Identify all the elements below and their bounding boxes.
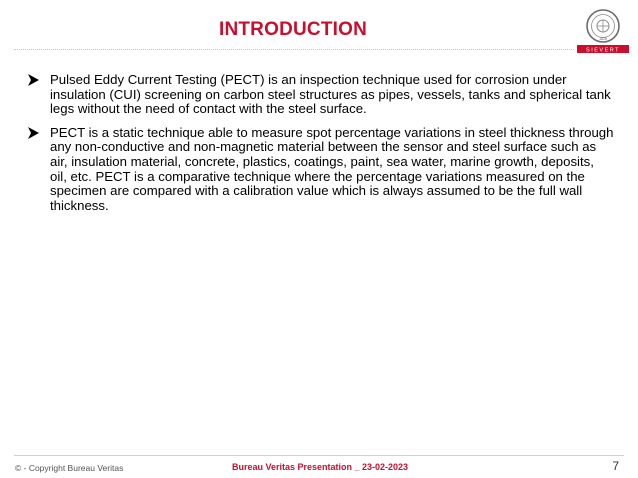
footer-divider xyxy=(14,455,624,456)
bullet-text: Pulsed Eddy Current Testing (PECT) is an inspection technique used for corrosion under insulation (CUI) screening on carbon steel structures as pipes, vessels, tanks and spherical tank legs without the need of contact with the steel surface. xyxy=(50,72,611,117)
seal-year: 1828 xyxy=(599,37,607,41)
page-number: 7 xyxy=(612,459,619,473)
bureau-veritas-logo xyxy=(574,8,632,54)
arrow-bullet-icon xyxy=(28,74,39,86)
copyright-text: © - Copyright Bureau Veritas xyxy=(15,463,124,473)
bullet-text: PECT is a static technique able to measure spot percentage variations in steel thickness through any non-conductive and non-magnetic material between the sensor and steel surface such as air, insulation material, concrete, plastics, coatings, paint, sea water, marine growth, deposits, oil, etc. PECT is a comparative technique where the percentage variations measured on the specimen are compared with a calibration value which is always assumed to be the full wall thickness. xyxy=(50,124,614,213)
header-divider xyxy=(14,49,574,50)
sievert-wordmark: SIEVERT xyxy=(586,47,620,54)
slide-title: INTRODUCTION xyxy=(218,19,368,40)
arrow-bullet-icon xyxy=(28,127,39,139)
bullet-item xyxy=(26,73,614,117)
bureau-veritas-seal-icon xyxy=(574,8,632,54)
slide-body xyxy=(26,73,614,222)
bullet-item xyxy=(26,126,614,214)
presentation-footer-title: Bureau Veritas Presentation _ 23-02-2023 xyxy=(231,462,409,472)
